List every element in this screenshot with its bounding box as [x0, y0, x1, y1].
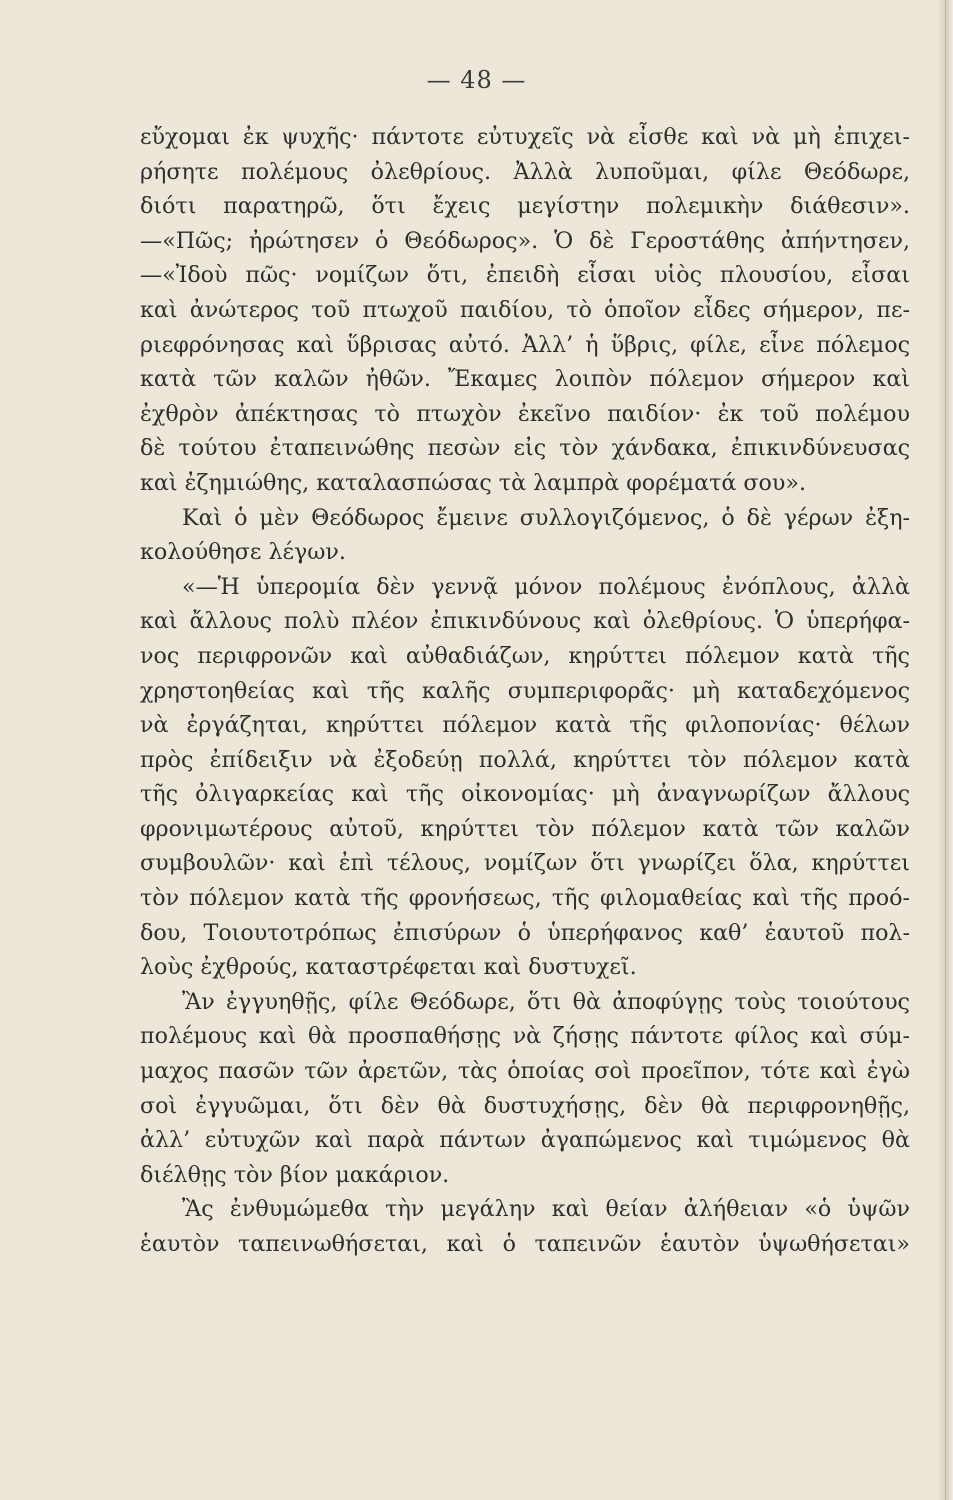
text-line: νὰ ἐργάζηται, κηρύττει πόλεμον κατὰ τῆς φιλοπονίας· θέλων — [140, 712, 910, 739]
text-line: Ἂν ἐγγυηθῇς, φίλε Θεόδωρε, ὅτι θὰ ἀποφύγῃς τοὺς τοιούτους — [182, 988, 910, 1015]
text-line: ἀλλ’ εὐτυχῶν καὶ παρὰ πάντων ἀγαπώμενος καὶ τιμώμενος θὰ — [140, 1127, 910, 1154]
text-line: χρηστοηθείας καὶ τῆς καλῆς συμπεριφορᾶς· μὴ καταδεχόμενος — [140, 677, 910, 704]
text-line: —«Ἰδοὺ πῶς· νομίζων ὅτι, ἐπειδὴ εἶσαι υἱὸς πλουσίου, εἶσαι — [140, 262, 910, 289]
text-line: Ἂς ἐνθυμώμεθα τὴν μεγάλην καὶ θείαν ἀλήθειαν «ὁ ὑψῶν — [182, 1196, 910, 1223]
text-line: κολούθησε λέγων. — [140, 539, 346, 566]
text-line: δὲ τούτου ἐταπεινώθης πεσὼν εἰς τὸν χάνδακα, ἐπικινδύνευσας — [140, 435, 910, 462]
text-line: νος περιφρονῶν καὶ αὐθαδιάζων, κηρύττει πόλεμον κατὰ τῆς — [140, 642, 910, 669]
page-edge — [939, 0, 953, 1500]
text-line: διότι παρατηρῶ, ὅτι ἔχεις μεγίστην πολεμικὴν διάθεσιν». — [140, 193, 910, 220]
text-line: Καὶ ὁ μὲν Θεόδωρος ἔμεινε συλλογιζόμενος, ὁ δὲ γέρων ἐξη- — [182, 504, 910, 531]
text-line: συμβουλῶν· καὶ ἐπὶ τέλους, νομίζων ὅτι γνωρίζει ὅλα, κηρύττει — [140, 850, 910, 877]
page-number: — 48 — — [426, 66, 527, 94]
text-line: ριεφρόνησας καὶ ὕβρισας αὐτό. Ἀλλ’ ἡ ὕβρις, φίλε, εἶνε πόλεμος — [140, 331, 910, 358]
text-line: ἐχθρὸν ἀπέκτησας τὸ πτωχὸν ἐκεῖνο παιδίον· ἐκ τοῦ πολέμου — [140, 400, 910, 427]
text-line: ρήσητε πολέμους ὀλεθρίους. Ἀλλὰ λυποῦμαι, φίλε Θεόδωρε, — [140, 158, 910, 185]
text-line: «—Ἡ ὑπερομία δὲν γεννᾷ μόνον πολέμους ἐνόπλους, ἀλλὰ — [182, 573, 910, 600]
text-line: διέλθῃς τὸν βίον μακάριον. — [140, 1161, 450, 1188]
text-line: πρὸς ἐπίδειξιν νὰ ἐξοδεύῃ πολλά, κηρύττει τὸν πόλεμον κατὰ — [140, 746, 910, 773]
text-line: —«Πῶς; ἠρώτησεν ὁ Θεόδωρος». Ὁ δὲ Γεροστάθης ἀπήντησεν, — [140, 227, 910, 254]
text-line: μαχος πασῶν τῶν ἀρετῶν, τὰς ὁποίας σοὶ προεῖπον, τότε καὶ ἐγὼ — [140, 1058, 910, 1085]
text-line: καὶ ἄλλους πολὺ πλέον ἐπικινδύνους καὶ ὀλεθρίους. Ὁ ὑπερήφα- — [140, 608, 910, 635]
text-line: δου, Τοιουτοτρόπως ἐπισύρων ὁ ὑπερήφανος καθ’ ἑαυτοῦ πολ- — [140, 919, 910, 946]
text-line: κατὰ τῶν καλῶν ἠθῶν. Ἔκαμες λοιπὸν πόλεμον σήμερον καὶ — [140, 366, 910, 393]
text-line: λοὺς ἐχθρούς, καταστρέφεται καὶ δυστυχεῖ. — [140, 954, 637, 981]
text-line: εὔχομαι ἐκ ψυχῆς· πάντοτε εὐτυχεῖς νὰ εἶσθε καὶ νὰ μὴ ἐπιχει- — [140, 124, 910, 150]
text-line: ἑαυτὸν ταπεινωθήσεται, καὶ ὁ ταπεινῶν ἑαυτὸν ὑψωθήσεται» — [140, 1231, 910, 1257]
text-line: πολέμους καὶ θὰ προσπαθήσῃς νὰ ζήσῃς πάντοτε φίλος καὶ σύμ- — [140, 1023, 910, 1050]
text-line: σοὶ ἐγγυῶμαι, ὅτι δὲν θὰ δυστυχήσῃς, δὲν θὰ περιφρονηθῇς, — [140, 1092, 910, 1119]
text-line: καὶ ἐζημιώθης, καταλασπώσας τὰ λαμπρὰ φορέματά σου». — [140, 469, 807, 496]
text-line: τὸν πόλεμον κατὰ τῆς φρονήσεως, τῆς φιλομαθείας καὶ τῆς προό- — [140, 885, 910, 912]
text-line: τῆς ὀλιγαρκείας καὶ τῆς οἰκονομίας· μὴ ἀναγνωρίζων ἄλλους — [140, 781, 910, 808]
text-line: φρονιμωτέρους αὐτοῦ, κηρύττει τὸν πόλεμον κατὰ τῶν καλῶν — [140, 815, 910, 842]
text-line: καὶ ἀνώτερος τοῦ πτωχοῦ παιδίου, τὸ ὁποῖον εἶδες σήμερον, πε- — [140, 296, 910, 323]
body-text — [140, 120, 910, 1262]
